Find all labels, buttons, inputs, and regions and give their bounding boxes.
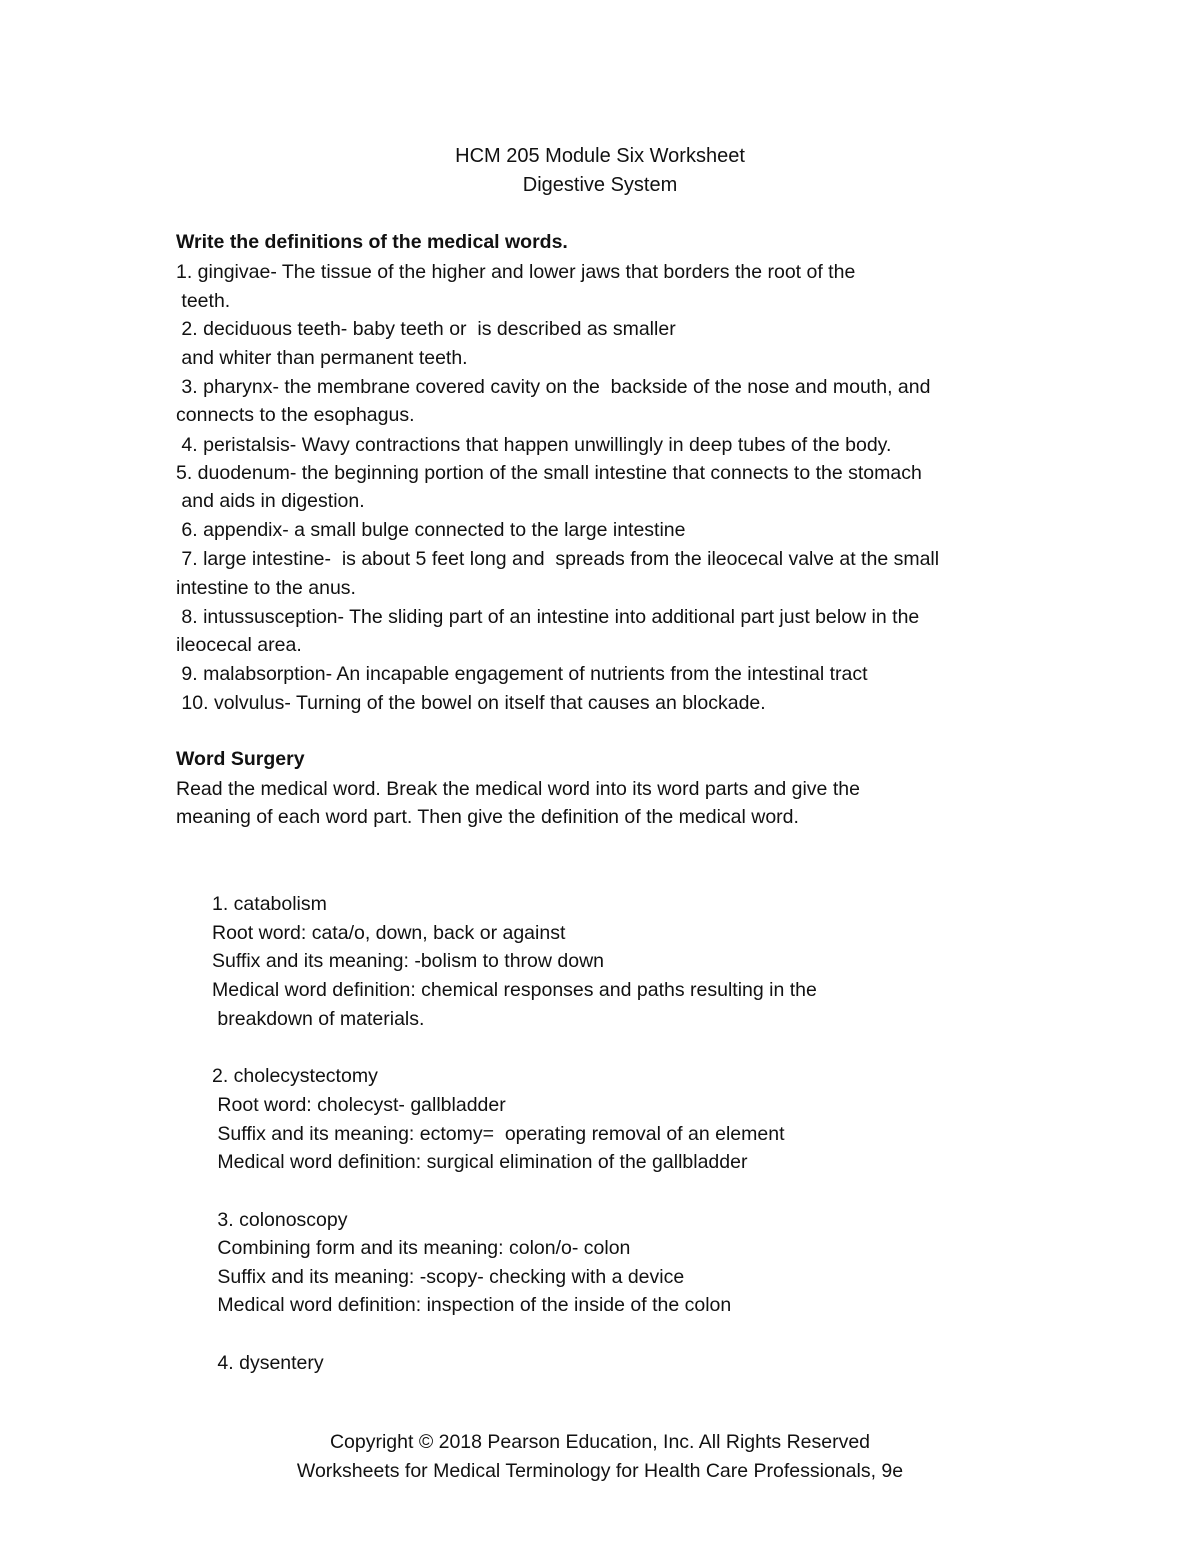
definition-line: and whiter than permanent teeth.: [176, 347, 468, 369]
definition-line: 6. appendix- a small bulge connected to the large intestine: [176, 519, 686, 541]
page-subtitle: Digestive System: [522, 174, 678, 196]
word-surgery-item-line: Root word: cata/o, down, back or against: [212, 922, 566, 944]
definition-line: 5. duodenum- the beginning portion of the small intestine that connects to the stomach: [176, 462, 922, 484]
footer-copyright: Copyright © 2018 Pearson Education, Inc. All Rights Reserved: [329, 1431, 871, 1453]
definition-line: 3. pharynx- the membrane covered cavity on the backside of the nose and mouth, and: [176, 376, 931, 398]
word-surgery-item-line: Suffix and its meaning: ectomy= operating removal of an element: [212, 1123, 785, 1145]
word-surgery-item-line: Medical word definition: inspection of the inside of the colon: [212, 1294, 732, 1316]
definition-line: 1. gingivae- The tissue of the higher and lower jaws that borders the root of the: [176, 261, 856, 283]
definition-line: and aids in digestion.: [176, 490, 365, 512]
word-surgery-item-title: 1. catabolism: [212, 893, 327, 915]
definition-line: 4. peristalsis- Wavy contractions that happen unwillingly in deep tubes of the body.: [176, 434, 892, 456]
definition-line: teeth.: [176, 290, 231, 312]
word-surgery-instructions: meaning of each word part. Then give the definition of the medical word.: [176, 806, 799, 828]
word-surgery-item-title: 2. cholecystectomy: [212, 1065, 378, 1087]
definition-line: intestine to the anus.: [176, 577, 356, 599]
definition-line: 7. large intestine- is about 5 feet long and spreads from the ileocecal valve at the small: [176, 548, 940, 570]
word-surgery-item-title: 4. dysentery: [212, 1352, 324, 1374]
word-surgery-item-title: 3. colonoscopy: [212, 1209, 348, 1231]
definition-line: 8. intussusception- The sliding part of an intestine into additional part just below in the: [176, 606, 920, 628]
word-surgery-item-line: Combining form and its meaning: colon/o- colon: [212, 1237, 631, 1259]
definition-line: 9. malabsorption- An incapable engagement of nutrients from the intestinal tract: [176, 663, 868, 685]
word-surgery-instructions: Read the medical word. Break the medical word into its word parts and give the: [176, 778, 860, 800]
definition-line: 10. volvulus- Turning of the bowel on itself that causes an blockade.: [176, 692, 766, 714]
word-surgery-item-line: Suffix and its meaning: -bolism to throw down: [212, 950, 604, 972]
word-surgery-item-line: Suffix and its meaning: -scopy- checking with a device: [212, 1266, 685, 1288]
word-surgery-item-line: Medical word definition: chemical responses and paths resulting in the: [212, 979, 817, 1001]
word-surgery-heading: Word Surgery: [176, 748, 305, 770]
word-surgery-item-line: Root word: cholecyst- gallbladder: [212, 1094, 506, 1116]
word-surgery-item-line: Medical word definition: surgical elimination of the gallbladder: [212, 1151, 748, 1173]
definition-line: ileocecal area.: [176, 634, 302, 656]
definitions-heading: Write the definitions of the medical words.: [176, 231, 568, 253]
page-title: HCM 205 Module Six Worksheet: [455, 145, 745, 167]
definition-line: connects to the esophagus.: [176, 404, 415, 426]
word-surgery-item-line: breakdown of materials.: [212, 1008, 425, 1030]
definition-line: 2. deciduous teeth- baby teeth or is described as smaller: [176, 318, 676, 340]
footer-source: Worksheets for Medical Terminology for Health Care Professionals, 9e: [296, 1460, 904, 1482]
